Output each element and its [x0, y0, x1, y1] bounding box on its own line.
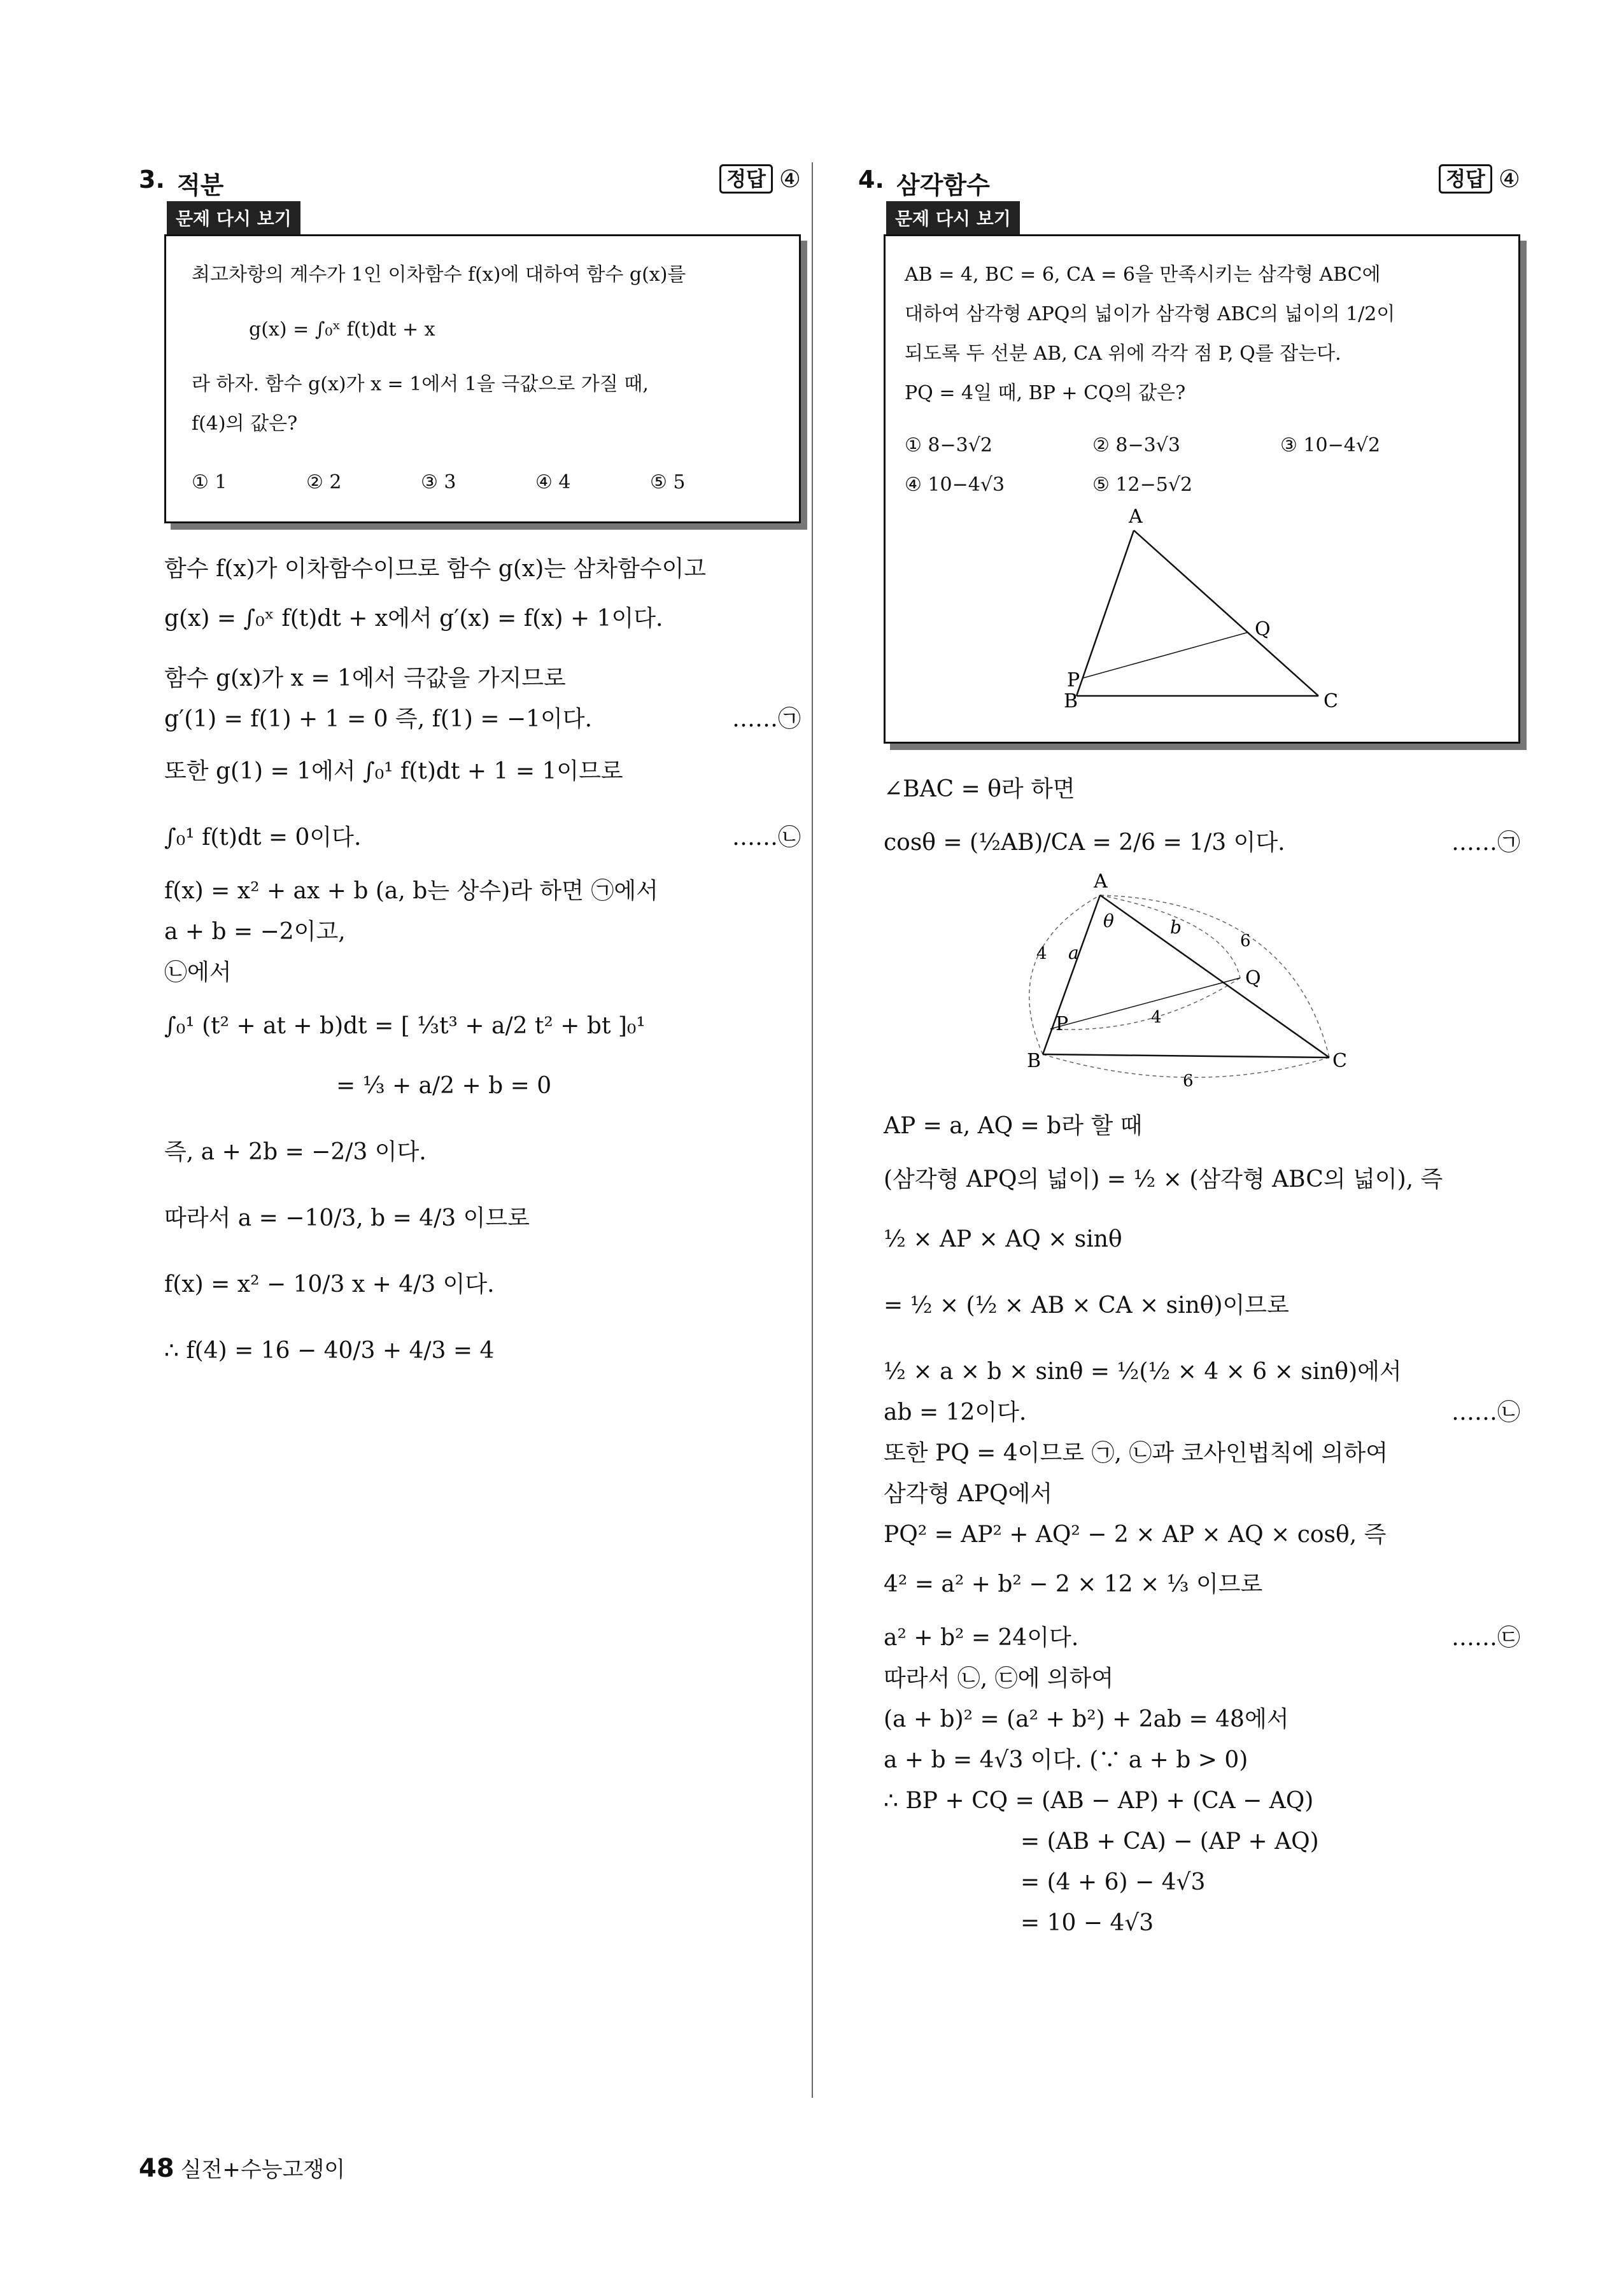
solution-line: ½ × a × b × sinθ = ½(½ × 4 × 6 × sinθ)에서 [884, 1359, 1402, 1385]
problem-line: 되도록 두 선분 AB, CA 위에 각각 점 P, Q를 잡는다. [905, 343, 1341, 365]
svg-text:4: 4 [1036, 944, 1047, 963]
svg-text:Q: Q [1245, 967, 1261, 989]
solution-line: ∠BAC = θ라 하면 [884, 776, 1075, 802]
solution-line: 또한 g(1) = 1에서 ∫₀¹ f(t)dt + 1 = 1이므로 [164, 758, 623, 784]
mark: ……㉡ [731, 824, 801, 851]
problem-line: 라 하자. 함수 g(x)가 x = 1에서 1을 극값으로 가질 때, [192, 373, 649, 395]
solution-line: = ⅓ + a/2 + b = 0 [336, 1073, 552, 1099]
q4-answer [1439, 164, 1520, 194]
svg-text:C: C [1332, 1050, 1347, 1072]
solution-line: (삼각형 APQ의 넓이) = ½ × (삼각형 ABC의 넓이), 즉 [884, 1166, 1443, 1192]
solution-line: g(x) = ∫₀ˣ f(t)dt + x에서 g′(x) = f(x) + 1이다. [164, 605, 663, 632]
triangle-figure-detail [884, 863, 1457, 1093]
solution-line: f(x) = x² + ax + b (a, b는 상수)라 하면 ㉠에서 [164, 878, 658, 904]
label-P: P [1067, 669, 1080, 691]
choice[interactable]: ⑤ 12−5√2 [1092, 474, 1193, 496]
solution-line: 또한 PQ = 4이므로 ㉠, ㉡과 코사인법칙에 의하여 [884, 1440, 1388, 1466]
solution-line: 따라서 a = −10/3, b = 4/3 이므로 [164, 1205, 530, 1231]
label-theta: θ [1103, 910, 1114, 931]
choice[interactable]: ③ 10−4√2 [1280, 434, 1381, 456]
q3-choices [192, 463, 773, 502]
solution-line: = (AB + CA) − (AP + AQ) [1020, 1829, 1319, 1855]
svg-text:B: B [1027, 1050, 1041, 1072]
mark: ……㉠ [1451, 830, 1520, 856]
answer-value: ④ [779, 165, 801, 193]
label-Q: Q [1255, 618, 1271, 640]
review-tab[interactable]: 문제 다시 보기 [886, 201, 1020, 234]
triangle-figure [905, 505, 1478, 715]
problem-line: AB = 4, BC = 6, CA = 6을 만족시키는 삼각형 ABC에 [905, 264, 1381, 286]
book-title: 실전+수능고쟁이 [180, 2157, 346, 2182]
problem-line: 최고차항의 계수가 1인 이차함수 f(x)에 대하여 함수 g(x)를 [192, 264, 686, 286]
label-B: B [1064, 690, 1078, 712]
solution-line-marked: ∫₀¹ f(t)dt = 0이다. ……㉡ [164, 817, 801, 858]
problem-line: 대하여 삼각형 APQ의 넓이가 삼각형 ABC의 넓이의 1/2이 [905, 303, 1395, 325]
answer-value: ④ [1498, 165, 1520, 193]
solution-line-marked: ab = 12이다. ……㉡ [884, 1392, 1520, 1433]
choice[interactable]: ① 1 [192, 471, 227, 493]
solution-line: ㉡에서 [164, 959, 232, 986]
q3-solution [164, 549, 801, 1371]
solution-line: 함수 f(x)가 이차함수이므로 함수 g(x)는 삼차함수이고 [164, 556, 707, 582]
mark: ……㉡ [1451, 1399, 1520, 1426]
solution-line: a + b = 4√3 이다. (∵ a + b > 0) [884, 1747, 1248, 1773]
svg-text:A: A [1094, 870, 1108, 893]
solution-line-marked: cosθ = (½AB)/CA = 2/6 = 1/3 이다. ……㉠ [884, 823, 1520, 863]
solution-line: 4² = a² + b² − 2 × 12 × ⅓ 이므로 [884, 1571, 1263, 1597]
problem-formula: g(x) = ∫₀ˣ f(t)dt + x [249, 318, 435, 341]
choice[interactable]: ④ 4 [535, 471, 571, 493]
problem-line: PQ = 4일 때, BP + CQ의 값은? [905, 382, 1186, 404]
solution-line: = (4 + 6) − 4√3 [1020, 1869, 1206, 1895]
choice[interactable]: ① 8−3√2 [905, 434, 992, 456]
solution-line: 따라서 ㉡, ㉢에 의하여 [884, 1666, 1114, 1692]
solution-line: ∴ f(4) = 16 − 40/3 + 4/3 = 4 [164, 1338, 495, 1364]
page-footer [139, 2152, 345, 2183]
solution-line: 삼각형 APQ에서 [884, 1481, 1053, 1507]
svg-text:P: P [1056, 1013, 1069, 1035]
q4-choices [905, 465, 1499, 505]
answer-label: 정답 [1439, 164, 1492, 194]
solution-line: 함수 g(x)가 x = 1에서 극값을 가지므로 [164, 665, 566, 691]
choice[interactable]: ④ 10−4√3 [905, 474, 1005, 496]
solution-line: = ½ × (½ × AB × CA × sinθ)이므로 [884, 1292, 1289, 1319]
solution-line: (a + b)² = (a² + b²) + 2ab = 48에서 [884, 1706, 1289, 1732]
solution-line: f(x) = x² − 10/3 x + 4/3 이다. [164, 1271, 495, 1298]
solution-line-marked: a² + b² = 24이다. ……㉢ [884, 1618, 1520, 1659]
solution-line: PQ² = AP² + AQ² − 2 × AP × AQ × cosθ, 즉 [884, 1522, 1387, 1548]
review-tab[interactable]: 문제 다시 보기 [167, 201, 300, 234]
solution-line: AP = a, AQ = b라 할 때 [884, 1113, 1143, 1139]
choice[interactable]: ② 8−3√3 [1092, 434, 1180, 456]
question-4 [858, 159, 1520, 1944]
q3-title: 적분 [177, 171, 224, 199]
solution-line: 즉, a + 2b = −2/3 이다. [164, 1139, 427, 1165]
q4-problem-box [884, 234, 1520, 744]
svg-text:6: 6 [1240, 931, 1251, 951]
q3-header [139, 159, 801, 204]
label-b: b [1170, 917, 1182, 938]
solution-line: a + b = −2이고, [164, 919, 346, 945]
svg-text:4: 4 [1151, 1008, 1162, 1027]
solution-line: = 10 − 4√3 [1020, 1910, 1154, 1936]
solution-line: ½ × AP × AQ × sinθ [884, 1226, 1122, 1252]
q3-number: 3. [139, 166, 165, 194]
choice[interactable]: ⑤ 5 [650, 471, 686, 493]
problem-line: f(4)의 값은? [192, 413, 298, 435]
q4-choices [905, 426, 1499, 465]
q4-header [858, 159, 1520, 204]
q3-problem-box [164, 234, 801, 523]
q4-solution [884, 769, 1520, 1944]
column-divider [812, 162, 813, 2098]
label-A: A [1129, 506, 1143, 528]
page-number: 48 [139, 2154, 174, 2183]
q4-title: 삼각함수 [896, 171, 990, 199]
answer-label: 정답 [719, 164, 773, 194]
label-a: a [1068, 942, 1079, 963]
solution-line: ∫₀¹ (t² + at + b)dt = [ ⅓t³ + a/2 t² + bt ]₀¹ [164, 1013, 646, 1039]
mark: ……㉢ [1451, 1625, 1520, 1651]
q3-answer [719, 164, 801, 194]
choice[interactable]: ② 2 [306, 471, 342, 493]
label-C: C [1324, 690, 1338, 712]
choice[interactable]: ③ 3 [421, 471, 456, 493]
question-3 [139, 159, 801, 1371]
svg-text:6: 6 [1183, 1072, 1194, 1091]
solution-line-marked: g′(1) = f(1) + 1 = 0 즉, f(1) = −1이다. ……㉠ [164, 699, 801, 740]
q4-number: 4. [858, 166, 884, 194]
mark: ……㉠ [731, 706, 801, 732]
solution-line: ∴ BP + CQ = (AB − AP) + (CA − AQ) [884, 1788, 1314, 1814]
